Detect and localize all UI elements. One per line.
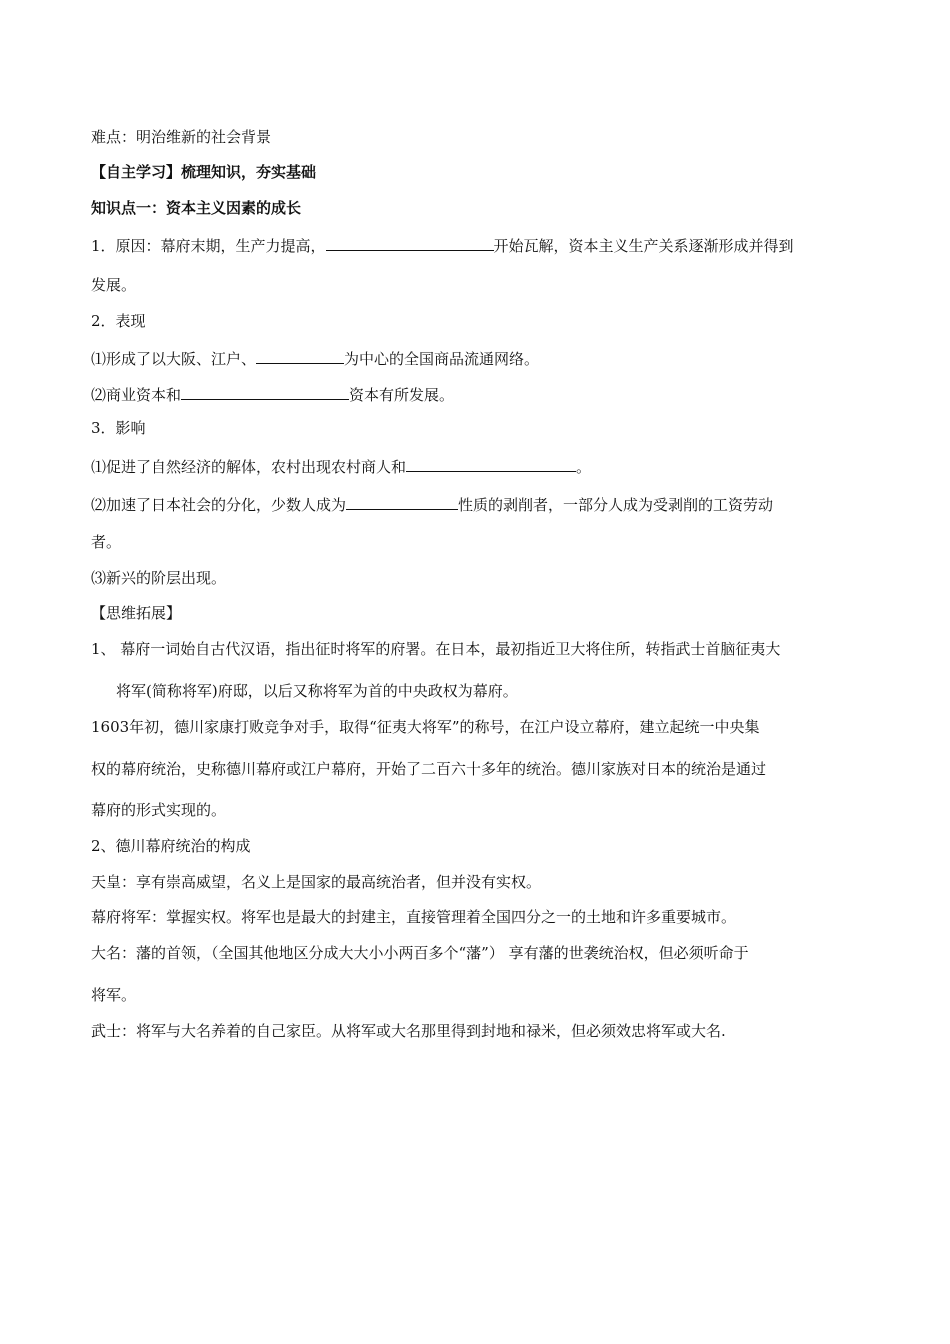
- performance-heading: 2．表现: [91, 312, 146, 330]
- influence-item-1: [91, 457, 591, 475]
- history-paragraph-line-3: 幕府的形式实现的。: [91, 801, 227, 819]
- cause-text-cont: 开始瓦解，资本主义生产关系逐渐形成并得到: [493, 237, 794, 255]
- daimyo-line: 大名：藩的首领，（全国其他地区分成大大小小两百多个“藩”） 享有藩的世袭统治权，但必须听命于: [91, 944, 749, 962]
- cause-text: 1．原因：幕府末期，生产力提高，: [91, 237, 326, 255]
- samurai-line: 武士：将军与大名养着的自己家臣。从将军或大名那里得到封地和禄米，但必须效忠将军或大名.: [91, 1022, 726, 1040]
- performance-item-1-text-cont: 为中心的全国商品流通网络。: [344, 350, 540, 368]
- influence-item-2-text: ⑵加速了日本社会的分化，少数人成为: [91, 496, 347, 514]
- section-heading-self-study: 【自主学习】梳理知识，夯实基础: [91, 163, 317, 181]
- cause-line: [91, 236, 794, 254]
- history-paragraph-line-1: 1603年初，德川家康打败竞争对手，取得“征夷大将军”的称号，在江户设立幕府，建立起统一中央集: [91, 718, 760, 736]
- fill-blank-5[interactable]: [346, 495, 458, 510]
- performance-item-2-text-cont: 资本有所发展。: [349, 386, 455, 404]
- thinking-extension-heading: 【思维拓展】: [91, 604, 182, 622]
- difficulty-line: 难点：明治维新的社会背景: [91, 128, 272, 146]
- daimyo-line-cont: 将军。: [91, 986, 137, 1004]
- influence-item-2: [91, 495, 773, 513]
- extension-item-1: 1、 幕府一词始自古代汉语，指出征时将军的府署。在日本，最初指近卫大将住所，转指武士首脑征夷大: [91, 640, 781, 658]
- fill-blank-1[interactable]: [326, 236, 494, 251]
- extension-item-2: 2、德川幕府统治的构成: [91, 837, 251, 855]
- cause-line-cont: 发展。: [91, 276, 137, 294]
- fill-blank-3[interactable]: [181, 385, 349, 400]
- emperor-line: 天皇：享有崇高威望，名义上是国家的最高统治者，但并没有实权。: [91, 873, 542, 891]
- performance-item-1: [91, 349, 539, 367]
- influence-item-2-text-cont: 性质的剥削者，一部分人成为受剥削的工资劳动: [458, 496, 774, 514]
- fill-blank-4[interactable]: [406, 457, 576, 472]
- influence-item-1-text-cont: 。: [576, 458, 592, 476]
- history-paragraph-line-2: 权的幕府统治，史称德川幕府或江户幕府，开始了二百六十多年的统治。德川家族对日本的统治是通过: [91, 760, 767, 778]
- extension-item-1-cont: 将军(简称将军)府邸，以后又称将军为首的中央政权为幕府。: [116, 682, 518, 700]
- knowledge-point-heading: 知识点一：资本主义因素的成长: [91, 199, 302, 217]
- influence-heading: 3．影响: [91, 419, 146, 437]
- performance-item-1-text: ⑴形成了以大阪、江户、: [91, 350, 257, 368]
- influence-item-3: ⑶新兴的阶层出现。: [91, 569, 227, 587]
- performance-item-2-text: ⑵商业资本和: [91, 386, 182, 404]
- shogun-line: 幕府将军：掌握实权。将军也是最大的封建主，直接管理着全国四分之一的土地和许多重要城市。: [91, 908, 737, 926]
- influence-item-2-cont: 者。: [91, 533, 122, 551]
- fill-blank-2[interactable]: [256, 349, 344, 364]
- influence-item-1-text: ⑴促进了自然经济的解体，农村出现农村商人和: [91, 458, 407, 476]
- performance-item-2: [91, 385, 454, 403]
